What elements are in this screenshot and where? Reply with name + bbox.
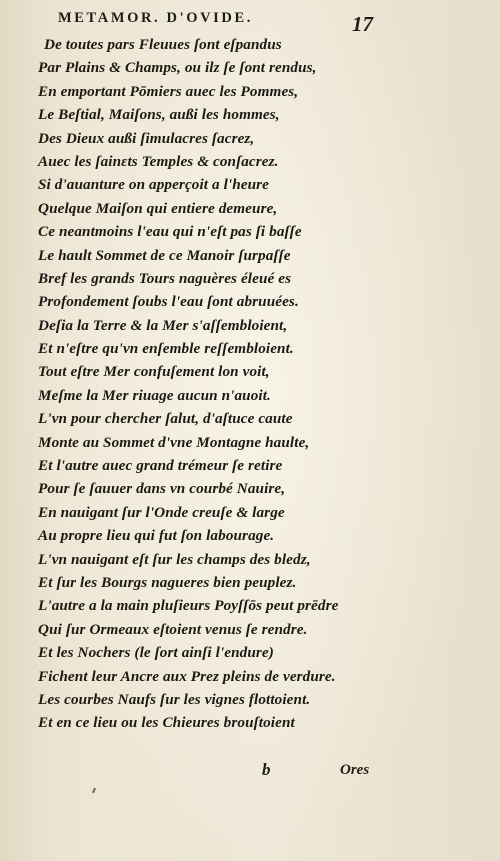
verse-line: Pour ſe ſauuer dans vn courbé Nauire, [38,480,286,498]
verse-line: Le Beſtial, Maiſons, außi les hommes, [38,106,280,124]
verse-line: Monte au Sommet d'vne Montagne haulte, [38,433,310,451]
verse-line: Deſia la Terre & la Mer s'aſſembloient, [38,316,288,334]
verse-line: Auec les ſainɛts Temples & conſacrez. [38,152,279,170]
verse-line: Ce neantmoins l'eau qui n'eſt pas ſi baſſe [38,223,302,241]
verse-line: Au propre lieu qui fut ſon labourage. [38,527,275,545]
running-title: METAMOR. D'OVIDE. [58,10,253,26]
verse-line: L'autre a la main pluſieurs Poyſſōs peut prēdre [38,597,339,615]
paper-speck [92,788,96,793]
verse-line: En nauigant ſur l'Onde creuſe & large [38,503,285,521]
verse-line: L'vn pour chercher ſalut, d'aſtuce caute [38,410,293,428]
verse-line: Et en ce lieu ou les Chieures brouſtoient [38,714,295,732]
verse-line: Le hault Sommet de ce Manoir ſurpaſſe [38,246,291,264]
signature-mark: b [262,760,271,779]
verse-line: Qui ſur Ormeaux eſtoient venus ſe rendre. [38,620,308,638]
page-header [58,10,388,32]
verse-line: Meſme la Mer riuage aucun n'auoit. [38,386,271,404]
verse-line: Fichent leur Ancre aux Prez pleins de verdure. [38,667,336,685]
verse-line: Et n'eſtre qu'vn enſemble reſſembloient. [38,340,294,358]
verse-line: En emportant Pōmiers auec les Pommes, [38,82,299,100]
catchword: Ores [340,762,370,778]
verse-line: Quelque Maiſon qui entiere demeure, [38,199,278,217]
verse-line: Des Dieux außi ſimulacres ſacrez, [38,129,255,147]
verse-line: Les courbes Naufs ſur les vignes flottoient. [38,690,311,708]
verse-line: Bref les grands Tours naguères éleué es [38,269,292,287]
verse-line: De toutes pars Fleuues ſont eſpandus [44,36,282,53]
verse-line: Et l'autre auec grand trémeur ſe retire [38,457,283,475]
verse-line: Profondement ſoubs l'eau ſont abruuées. [38,293,299,311]
page-footer [0,760,500,786]
page-number: 17 [352,12,373,36]
verse-line: Si d'auanture on apperçoit a l'heure [38,176,270,194]
verse-block [38,33,458,735]
verse-line: Et les Nochers (le ſort ainſi l'endure) [38,644,274,662]
verse-line: Tout eſtre Mer confuſement lon voit, [38,363,270,381]
verse-line: Et ſur les Bourgs nagueres bien peuplez. [38,573,297,591]
verse-line: Par Plains & Champs, ou ilz ſe ſont rendus, [38,59,317,77]
verse-line: L'vn nauigant eſt ſur les champs des bledz, [38,550,311,568]
